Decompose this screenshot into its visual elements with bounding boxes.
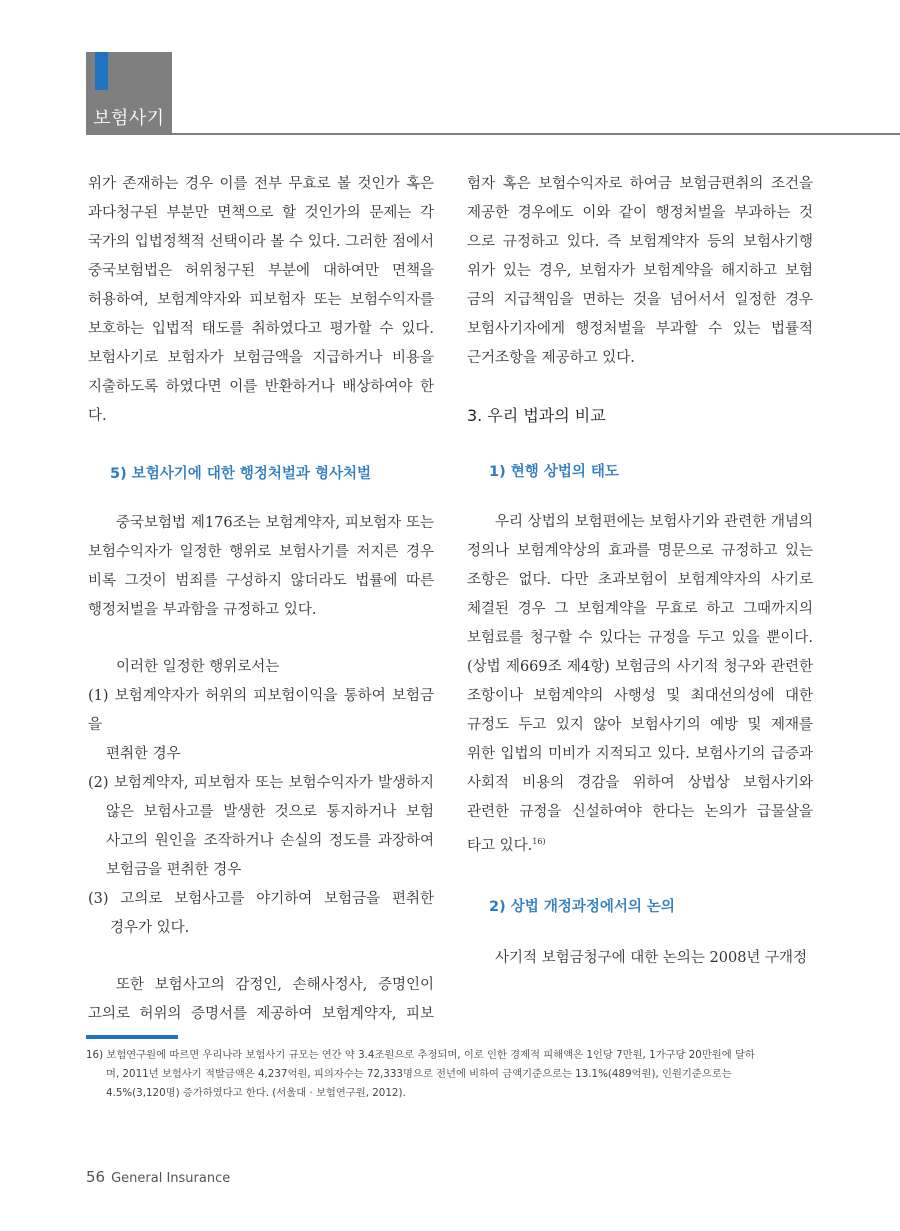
heading-5: 5) 보험사기에 대한 행정처벌과 형사처벌 xyxy=(110,466,372,482)
text-line: 비록 그것이 범죄를 구성하지 않더라도 법률에 따른 xyxy=(88,573,434,589)
text-line: 관련한 규정을 신설하여야 한다는 논의가 급물살을 xyxy=(467,804,813,820)
right-paragraph-2 xyxy=(467,508,813,861)
text-line: 으로 규정하고 있다. 즉 보험계약자 등의 보험사기행 xyxy=(467,234,813,250)
right-paragraph-1 xyxy=(467,170,813,373)
text-line: 금의 지급책임을 면하는 것을 넘어서서 일정한 경우 xyxy=(467,292,813,308)
text-line: 조항은 없다. 다만 초과보험이 보험계약자의 사기로 xyxy=(467,572,813,588)
footnote-line: 4.5%(3,120명) 증가하였다고 한다. (서울대 · 보험연구원, 2012). xyxy=(106,1087,406,1099)
text-line: 국가의 입법정책적 선택이라 볼 수 있다. 그러한 점에서 xyxy=(88,234,434,250)
list-item-2 xyxy=(88,769,434,885)
text-line: (3) 고의로 보험사고를 야기하여 보험금을 편취한 xyxy=(88,891,434,907)
text-line: 조항이나 보험계약의 사행성 및 최대선의성에 대한 xyxy=(467,688,813,704)
left-paragraph-1 xyxy=(88,170,434,431)
right-column xyxy=(467,170,813,973)
text-line: 위한 입법의 미비가 지적되고 있다. 보험사기의 급증과 xyxy=(467,746,813,762)
left-paragraph-2 xyxy=(88,509,434,625)
text-line: 허용하여, 보험계약자와 피보험자 또는 보험수익자를 xyxy=(88,292,434,308)
text-line: 편취한 경우 xyxy=(106,746,181,762)
text-line: 않은 보험사고를 발생한 것으로 통지하거나 보험 xyxy=(106,804,434,820)
text-line xyxy=(467,827,813,861)
left-paragraph-4 xyxy=(88,971,434,1029)
text-line: 고의로 허위의 증명서를 제공하여 보험계약자, 피보 xyxy=(88,1006,434,1022)
list-item-1 xyxy=(88,682,434,769)
text-line: 보험료를 청구할 수 있다는 규정을 두고 있을 뿐이다. xyxy=(467,630,813,646)
text-line: 근거조항을 제공하고 있다. xyxy=(467,350,635,366)
page-number: 56 xyxy=(86,1168,106,1186)
left-column xyxy=(88,170,434,1029)
text-line: 또한 보험사고의 감정인, 손해사정사, 증명인이 xyxy=(116,977,434,993)
section-heading-3: 3. 우리 법과의 비교 xyxy=(467,406,606,425)
text-line: 행정처벌을 부과함을 규정하고 있다. xyxy=(88,602,317,618)
text-line: 보험수익자가 일정한 행위로 보험사기를 저지른 경우 xyxy=(88,544,434,560)
heading-1: 1) 현행 상법의 태도 xyxy=(489,464,619,480)
text-line: 중국보험법 제176조는 보험계약자, 피보험자 또는 xyxy=(116,515,434,531)
footnote xyxy=(86,1046,814,1103)
text-line: 경우가 있다. xyxy=(110,920,190,936)
text-line: 정의나 보험계약상의 효과를 명문으로 규정하고 있는 xyxy=(467,543,813,559)
text-line: (상법 제669조 제4항) 보험금의 사기적 청구와 관련한 xyxy=(467,659,813,675)
text-line: 규정도 두고 있지 않아 보험사기의 예방 및 제재를 xyxy=(467,717,813,733)
page-footer xyxy=(86,1168,230,1186)
text-line: 우리 상법의 보험편에는 보험사기와 관련한 개념의 xyxy=(495,514,813,530)
text-line: 험자 혹은 보험수익자로 하여금 보험금편취의 조건을 xyxy=(467,176,813,192)
text-line: (1) 보험계약자가 허위의 피보험이익을 통하여 보험금을 xyxy=(88,688,434,733)
left-paragraph-3: 이러한 일정한 행위로서는 xyxy=(116,659,280,675)
text-line: 사고의 원인을 조작하거나 손실의 정도를 과장하여 xyxy=(106,833,434,849)
footnote-line: 며, 2011년 보험사기 적발금액은 4,237억원, 피의자수는 72,333명으로 전년에 비하여 금액기준으로는 13.1%(489억원), 인원기준으로는 xyxy=(106,1068,732,1080)
text-line: 위가 있는 경우, 보험자가 보험계약을 해지하고 보험 xyxy=(467,263,813,279)
text-line: 중국보험법은 허위청구된 부분에 대하여만 면책을 xyxy=(88,263,434,279)
text-line: 보험사기자에게 행정처벌을 부과할 수 있는 법률적 xyxy=(467,321,813,337)
section-tab-accent xyxy=(95,52,108,90)
text-line: 보험금을 편취한 경우 xyxy=(106,862,242,878)
list-item-3 xyxy=(88,885,434,943)
text-line: (2) 보험계약자, 피보험자 또는 보험수익자가 발생하지 xyxy=(88,775,434,791)
text-line: 위가 존재하는 경우 이를 전부 무효로 볼 것인가 혹은 xyxy=(88,176,434,192)
footnote-rule xyxy=(86,1035,178,1039)
text-run: 타고 있다. xyxy=(467,837,533,854)
right-paragraph-3: 사기적 보험금청구에 대한 논의는 2008년 구개정 xyxy=(495,949,808,966)
text-line: 지출하도록 하였다면 이를 반환하거나 배상하여야 한다. xyxy=(88,379,434,424)
section-label: 보험사기 xyxy=(93,108,165,129)
footnote-line: 16) 보험연구원에 따르면 우리나라 보험사기 규모는 연간 약 3.4조원으로 추정되며, 이로 인한 경제적 피해액은 1인당 7만원, 1가구당 20만원에 달하 xyxy=(86,1049,755,1061)
text-line: 보험사기로 보험자가 보험금액을 지급하거나 비용을 xyxy=(88,350,434,366)
text-line: 보호하는 입법적 태도를 취하였다고 평가할 수 있다. xyxy=(88,321,434,337)
text-line: 제공한 경우에도 이와 같이 행정처벌을 부과하는 것 xyxy=(467,205,813,221)
text-line: 체결된 경우 그 보험계약을 무효로 하고 그때까지의 xyxy=(467,601,813,617)
text-line: 사회적 비용의 경감을 위하여 상법상 보험사기와 xyxy=(467,775,813,791)
text-line: 과다청구된 부분만 면책으로 할 것인가의 문제는 각 xyxy=(88,205,434,221)
publication-name: General Insurance xyxy=(111,1171,231,1186)
header-rule xyxy=(86,133,900,135)
footnote-ref[interactable]: 16) xyxy=(532,837,546,846)
heading-2: 2) 상법 개정과정에서의 논의 xyxy=(489,898,675,915)
